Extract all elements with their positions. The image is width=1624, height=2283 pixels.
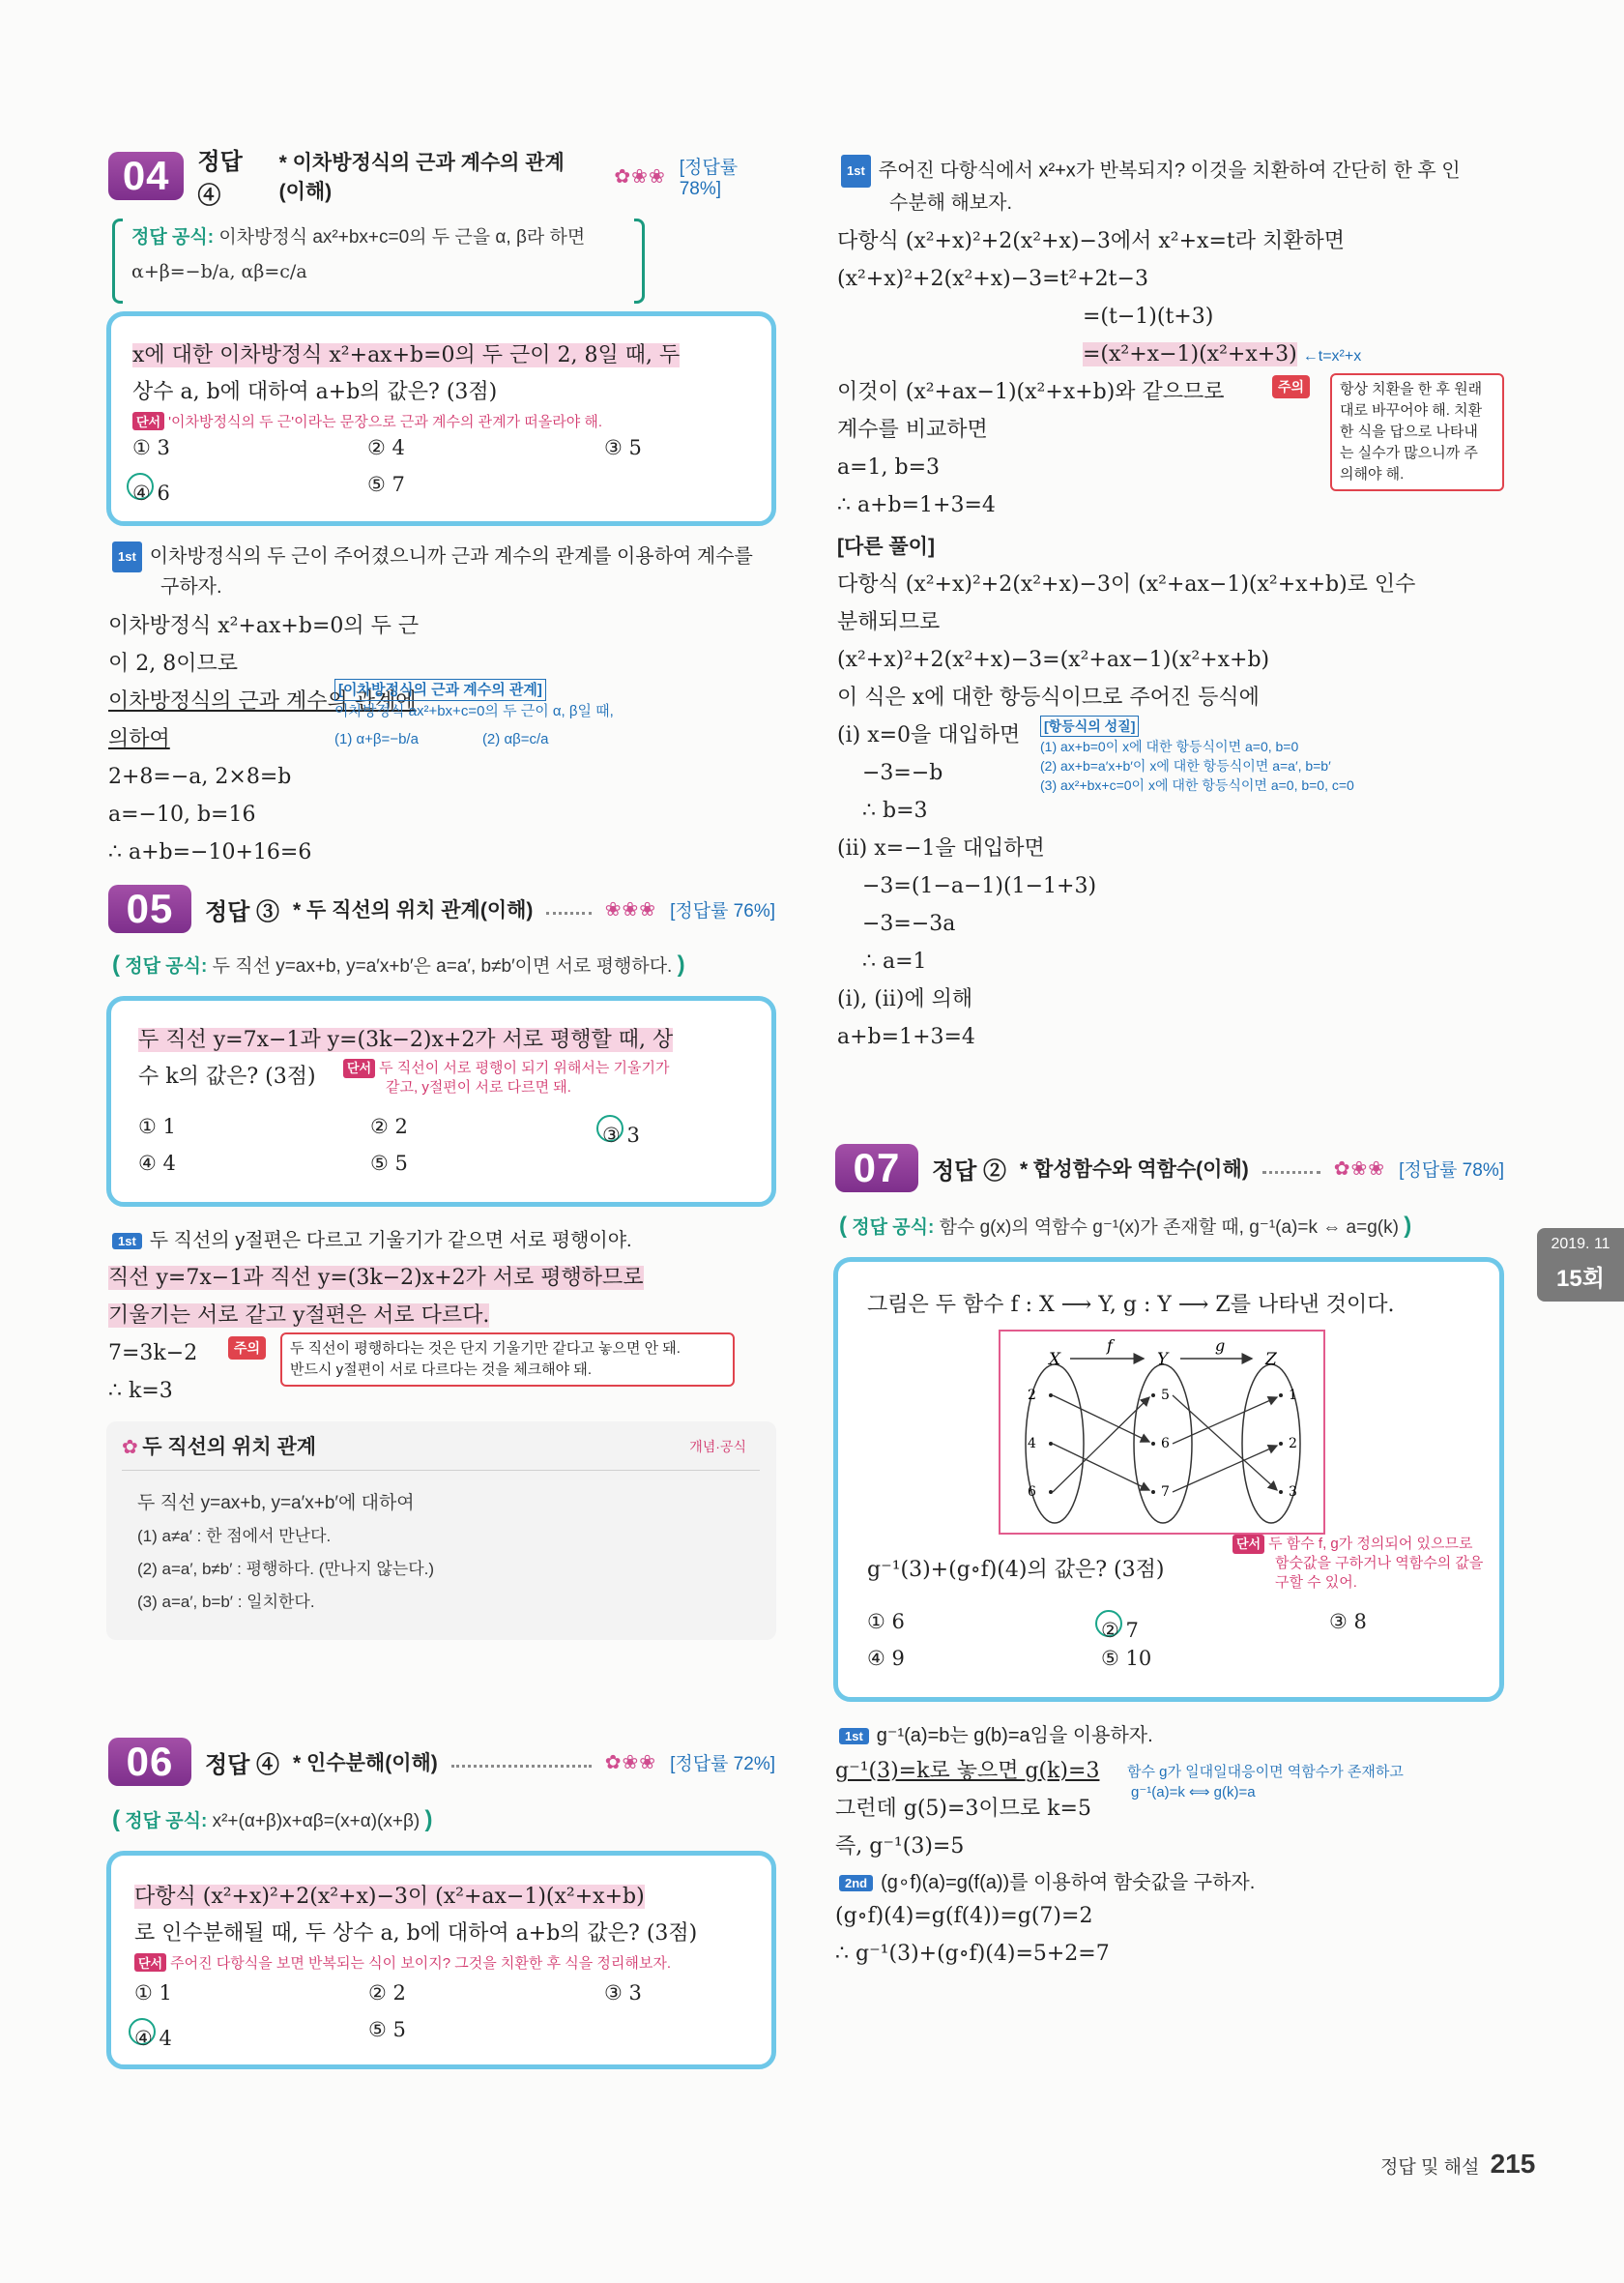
dotted-leader: [546, 912, 591, 915]
answer-label: 정답 ④: [197, 149, 243, 209]
step-tag: 1st: [112, 541, 142, 572]
alt-title: [다른 풀이]: [837, 536, 935, 558]
choice-5[interactable]: ⑤ 5: [368, 2018, 406, 2041]
page-number: 215: [1490, 2149, 1536, 2179]
q05-formula: ( 정답 공식: 두 직선 y=ax+b, y=a′x+b′은 a=a′, b≠b′이면 서로 평행하다. ): [112, 951, 685, 978]
footer-label: 정답 및 해설: [1380, 2157, 1480, 2178]
identity-note: [항등식의 성질] (1) ax+b=0이 x에 대한 항등식이면 a=0, b=0 (2) ax+b=a′x+b′이 x에 대한 항등식이면 a=a′, b=b′ (3) ax²+bx+c=0이 x에 대한 항등식이면 a=0, b=0, c=0: [1040, 716, 1485, 795]
solution-line: =(x²+x−1)(x²+x+3) ←t=x²+x: [1083, 342, 1362, 366]
problem-line-1: 두 직선 y=7x−1과 y=(3k−2)x+2가 서로 평행할 때, 상: [138, 1028, 674, 1052]
solution-line: 그런데 g(5)=3이므로 k=5: [835, 1797, 1091, 1821]
q04-side-note: [이차방정식의 근과 계수의 관계] 이차방정식 ax²+bx+c=0의 두 근이 α, β일 때, (1) α+β=−b/a (2) αβ=c/a: [334, 679, 682, 749]
accuracy-rate: [정답률 78%]: [1399, 1159, 1504, 1181]
q04-header: [108, 149, 775, 209]
answer-label: 정답 ③: [205, 898, 280, 925]
q06-tip: 단서 주어진 다항식을 보면 반복되는 식이 보이지? 그것을 치환한 후 식을 정리해보자.: [134, 1952, 671, 1973]
y-value-5: 5: [1161, 1388, 1170, 1403]
choice-3[interactable]: ③ 5: [604, 436, 642, 459]
z-value-3: 3: [1289, 1484, 1297, 1500]
function-mapping-diagram: [999, 1330, 1325, 1535]
answer-label: 정답 ②: [932, 1157, 1007, 1185]
q04-tip: 단서 '이차방정식의 두 근'이라는 문장으로 근과 계수의 관계가 떠올라야 해.: [132, 411, 602, 431]
x-value-4: 4: [1028, 1436, 1036, 1451]
choice-1[interactable]: ① 6: [867, 1610, 905, 1633]
y-value-7: 7: [1161, 1484, 1170, 1500]
solution-line: (g∘f)(4)=g(f(4))=g(7)=2: [835, 1904, 1093, 1928]
q05-header: [108, 882, 775, 936]
choice-5[interactable]: ⑤ 7: [367, 473, 405, 496]
choice-2[interactable]: ② 2: [368, 1981, 406, 2005]
problem-line-1: 그림은 두 함수 f : X ⟶ Y, g : Y ⟶ Z를 나타낸 것이다.: [867, 1293, 1395, 1317]
choice-4-correct[interactable]: ④ 6: [132, 473, 170, 505]
q07-tip: 단서 두 함수 f, g가 정의되어 있으므로 함숫값을 구하거나 역함수의 값을 구할 수 있어.: [1232, 1535, 1483, 1593]
choice-4[interactable]: ④ 4: [138, 1152, 176, 1175]
solution-line: 7=3k−2: [108, 1341, 198, 1365]
problem-line-1: x에 대한 이차방정식 x²+ax+b=0의 두 근이 2, 8일 때, 두: [132, 343, 681, 367]
solution-line: 이차방정식의 근과 계수의 관계에 의하여: [108, 689, 417, 751]
solution-line: 즉, g⁻¹(3)=5: [835, 1834, 965, 1859]
q07-step-1: 1st g⁻¹(a)=b는 g(b)=a임을 이용하자.: [839, 1719, 1153, 1747]
page-footer: [1380, 2149, 1535, 2180]
y-value-6: 6: [1161, 1436, 1170, 1451]
problem-line-2: 수 k의 값은? (3점): [138, 1065, 316, 1089]
difficulty-flowers: ❀❀❀: [604, 897, 657, 921]
q06-header: [108, 1735, 775, 1789]
question-number: 04: [108, 152, 184, 200]
q05-tip: 단서 두 직선이 서로 평행이 되기 위해서는 기울기가 같고, y절편이 서로 다르면 돼.: [343, 1059, 669, 1098]
caution-tag: 주의: [228, 1336, 266, 1360]
topic-label: * 이차방정식의 근과 계수의 관계(이해): [278, 152, 565, 203]
solution-line: a=1, b=3: [837, 455, 941, 480]
problem-line-2: 상수 a, b에 대하여 a+b의 값은? (3점): [132, 380, 498, 404]
dotted-leader: [451, 1765, 592, 1768]
choice-2[interactable]: ② 4: [367, 436, 405, 459]
problem-line-2: 로 인수분해될 때, 두 상수 a, b에 대하여 a+b의 값은? (3점): [134, 1921, 698, 1946]
solution-line: 2+8=−a, 2×8=b: [108, 765, 292, 789]
solution-line: g⁻¹(3)=k로 놓으면 g(k)=3: [835, 1759, 1100, 1783]
q04-step: 1st 이차방정식의 두 근이 주어졌으니까 근과 계수의 관계를 이용하여 계수를 구하자.: [112, 541, 779, 601]
q06-step: 1st 주어진 다항식에서 x²+x가 반복되지? 이것을 치환하여 간단히 한 후 인 수분해 해보자.: [841, 155, 1518, 219]
difficulty-flowers: ✿❀❀: [604, 1750, 657, 1773]
solution-line: ∴ a+b=−10+16=6: [108, 840, 312, 864]
solution-line: 이것이 (x²+ax−1)(x²+x+b)와 같으므로: [837, 380, 1225, 404]
q06-problem-box: [106, 1851, 776, 2069]
concept-list: 두 직선 y=ax+b, y=a′x+b′에 대하여 (1) a≠a′ : 한 점에서 만난다. (2) a=a′, b≠b′ : 평행하다. (만나지 않는다.) (3) a=a′, b=b′ : 일치한다.: [137, 1493, 435, 1611]
flower-icon: ✿: [122, 1437, 138, 1458]
solution-line: 계수를 비교하면: [837, 418, 988, 442]
topic-label: * 두 직선의 위치 관계(이해): [293, 899, 534, 922]
q06-formula: ( 정답 공식: x²+(α+β)x+αβ=(x+α)(x+β) ): [112, 1806, 433, 1832]
q05-caution: 두 직선이 평행하다는 것은 단지 기울기만 같다고 놓으면 안 돼. 반드시 y절편이 서로 다르다는 것을 체크해야 돼.: [280, 1332, 735, 1387]
q07-formula: ( 정답 공식: 함수 g(x)의 역함수 g⁻¹(x)가 존재할 때, g⁻¹(a)=k ⇔ a=g(k) ): [839, 1213, 1412, 1239]
choice-3[interactable]: ③ 8: [1329, 1610, 1367, 1633]
q07-step-2: 2nd (g∘f)(a)=g(f(a))를 이용하여 함숫값을 구하자.: [839, 1866, 1255, 1894]
choice-1[interactable]: ① 1: [134, 1981, 172, 2005]
accuracy-rate: [정답률 76%]: [670, 900, 775, 922]
choice-1[interactable]: ① 3: [132, 436, 170, 459]
set-z-label: Z: [1265, 1350, 1277, 1369]
formula-label: 정답 공식:: [131, 227, 215, 248]
choice-2[interactable]: ② 2: [370, 1115, 408, 1138]
q07-header: [835, 1141, 1504, 1195]
concept-box: [106, 1421, 776, 1640]
side-tab: [1537, 1228, 1624, 1302]
choice-1[interactable]: ① 1: [138, 1115, 176, 1138]
formula-text-2: α+β=−b/a, αβ=c/a: [131, 261, 307, 282]
question-number: 05: [108, 885, 191, 933]
solution-line: (x²+x)²+2(x²+x)−3=t²+2t−3: [837, 267, 1148, 291]
choice-5[interactable]: ⑤ 10: [1101, 1647, 1152, 1670]
q06-alt-solution: [다른 풀이] 다항식 (x²+x)²+2(x²+x)−3이 (x²+ax−1)(x²+x+b)로 인수 분해되므로 (x²+x)²+2(x²+x)−3=(x²+ax−1)(x²+x+b) 이 식은 x에 대한 항등식이므로 주어진 등식에 (i) x=0을 대입하면 −3=−b ∴ b=3 (ii) x=−1을 대입하면 −3=(1−a−1)(1−1+3) −3=−3a ∴ a=1 (i), (ii)에 의해 a+b=1+3=4: [837, 528, 1514, 1056]
formula-text: 이차방정식 ax²+bx+c=0의 두 근을 α, β라 하면: [218, 227, 586, 248]
x-value-6: 6: [1028, 1484, 1036, 1500]
solution-line: =(t−1)(t+3): [1083, 305, 1214, 329]
solution-line: 이차방정식 x²+ax+b=0의 두 근이 2, 8이므로: [108, 614, 420, 676]
choice-3[interactable]: ③ 3: [604, 1981, 642, 2005]
q06-caution: 항상 치환을 한 후 원래 대로 바꾸어야 해. 치환 한 식을 답으로 나타내 는 실수가 많으니까 주 의해야 해.: [1330, 373, 1504, 491]
solution-line: 기울기는 서로 같고 y절편은 서로 다르다.: [108, 1303, 490, 1328]
solution-line: ∴ a+b=1+3=4: [837, 493, 996, 517]
topic-label: * 인수분해(이해): [293, 1752, 438, 1774]
accuracy-rate: [정답률 78%]: [679, 157, 739, 199]
formula-bracket-right: [634, 219, 645, 304]
concept-tag: 개념·공식: [689, 1439, 746, 1454]
solution-line: a=−10, b=16: [108, 803, 256, 827]
formula-bracket-left: [112, 219, 123, 304]
choice-5[interactable]: ⑤ 5: [370, 1152, 408, 1175]
caution-tag: 주의: [1272, 375, 1310, 398]
q05-problem-box: [106, 996, 776, 1207]
q05-step: 1st 두 직선의 y절편은 다르고 기울기가 같으면 서로 평행이야.: [112, 1224, 632, 1252]
q04-problem-box: [106, 311, 776, 526]
solution-line: 다항식 (x²+x)²+2(x²+x)−3에서 x²+x=t라 치환하면: [837, 229, 1345, 253]
concept-title: 두 직선의 위치 관계: [142, 1436, 317, 1458]
tip-tag: 단서: [132, 412, 164, 430]
question-number: 07: [835, 1144, 918, 1192]
set-y-label: Y: [1157, 1350, 1169, 1369]
problem-line-2: g⁻¹(3)+(g∘f)(4)의 값은? (3점): [867, 1558, 1165, 1582]
dotted-leader: [1262, 1171, 1320, 1174]
set-x-label: X: [1049, 1350, 1061, 1369]
choice-4-correct[interactable]: ④ 4: [134, 2018, 172, 2050]
problem-line-1: 다항식 (x²+x)²+2(x²+x)−3이 (x²+ax−1)(x²+x+b): [134, 1885, 645, 1909]
q07-problem-box: [833, 1257, 1504, 1702]
question-number: 06: [108, 1738, 191, 1786]
topic-label: * 합성함수와 역함수(이해): [1020, 1158, 1249, 1181]
difficulty-flowers: ✿❀❀: [614, 164, 666, 188]
difficulty-flowers: ✿❀❀: [1333, 1156, 1386, 1180]
f-label: f: [1107, 1336, 1113, 1355]
q07-solution-2: [835, 1897, 1493, 1973]
solution-line: ∴ g⁻¹(3)+(g∘f)(4)=5+2=7: [835, 1942, 1110, 1966]
choice-2-correct[interactable]: ② 7: [1101, 1610, 1139, 1642]
choice-3-correct[interactable]: ③ 3: [602, 1115, 640, 1147]
q07-side-note: 함수 g가 일대일대응이면 역함수가 존재하고 g⁻¹(a)=k ⟺ g(k)=a: [1127, 1764, 1404, 1800]
x-value-2: 2: [1028, 1388, 1036, 1403]
z-value-2: 2: [1289, 1436, 1297, 1451]
answer-label: 정답 ④: [205, 1751, 280, 1778]
solution-line: 직선 y=7x−1과 직선 y=(3k−2)x+2가 서로 평행하므로: [108, 1266, 644, 1290]
accuracy-rate: [정답률 72%]: [670, 1753, 775, 1774]
g-label: g: [1215, 1336, 1226, 1355]
side-tab-round: 15회: [1556, 1266, 1605, 1292]
choice-4[interactable]: ④ 9: [867, 1647, 905, 1670]
side-tab-date: 2019. 11: [1551, 1236, 1610, 1252]
solution-line: ∴ k=3: [108, 1379, 173, 1403]
z-value-1: 1: [1289, 1388, 1297, 1403]
